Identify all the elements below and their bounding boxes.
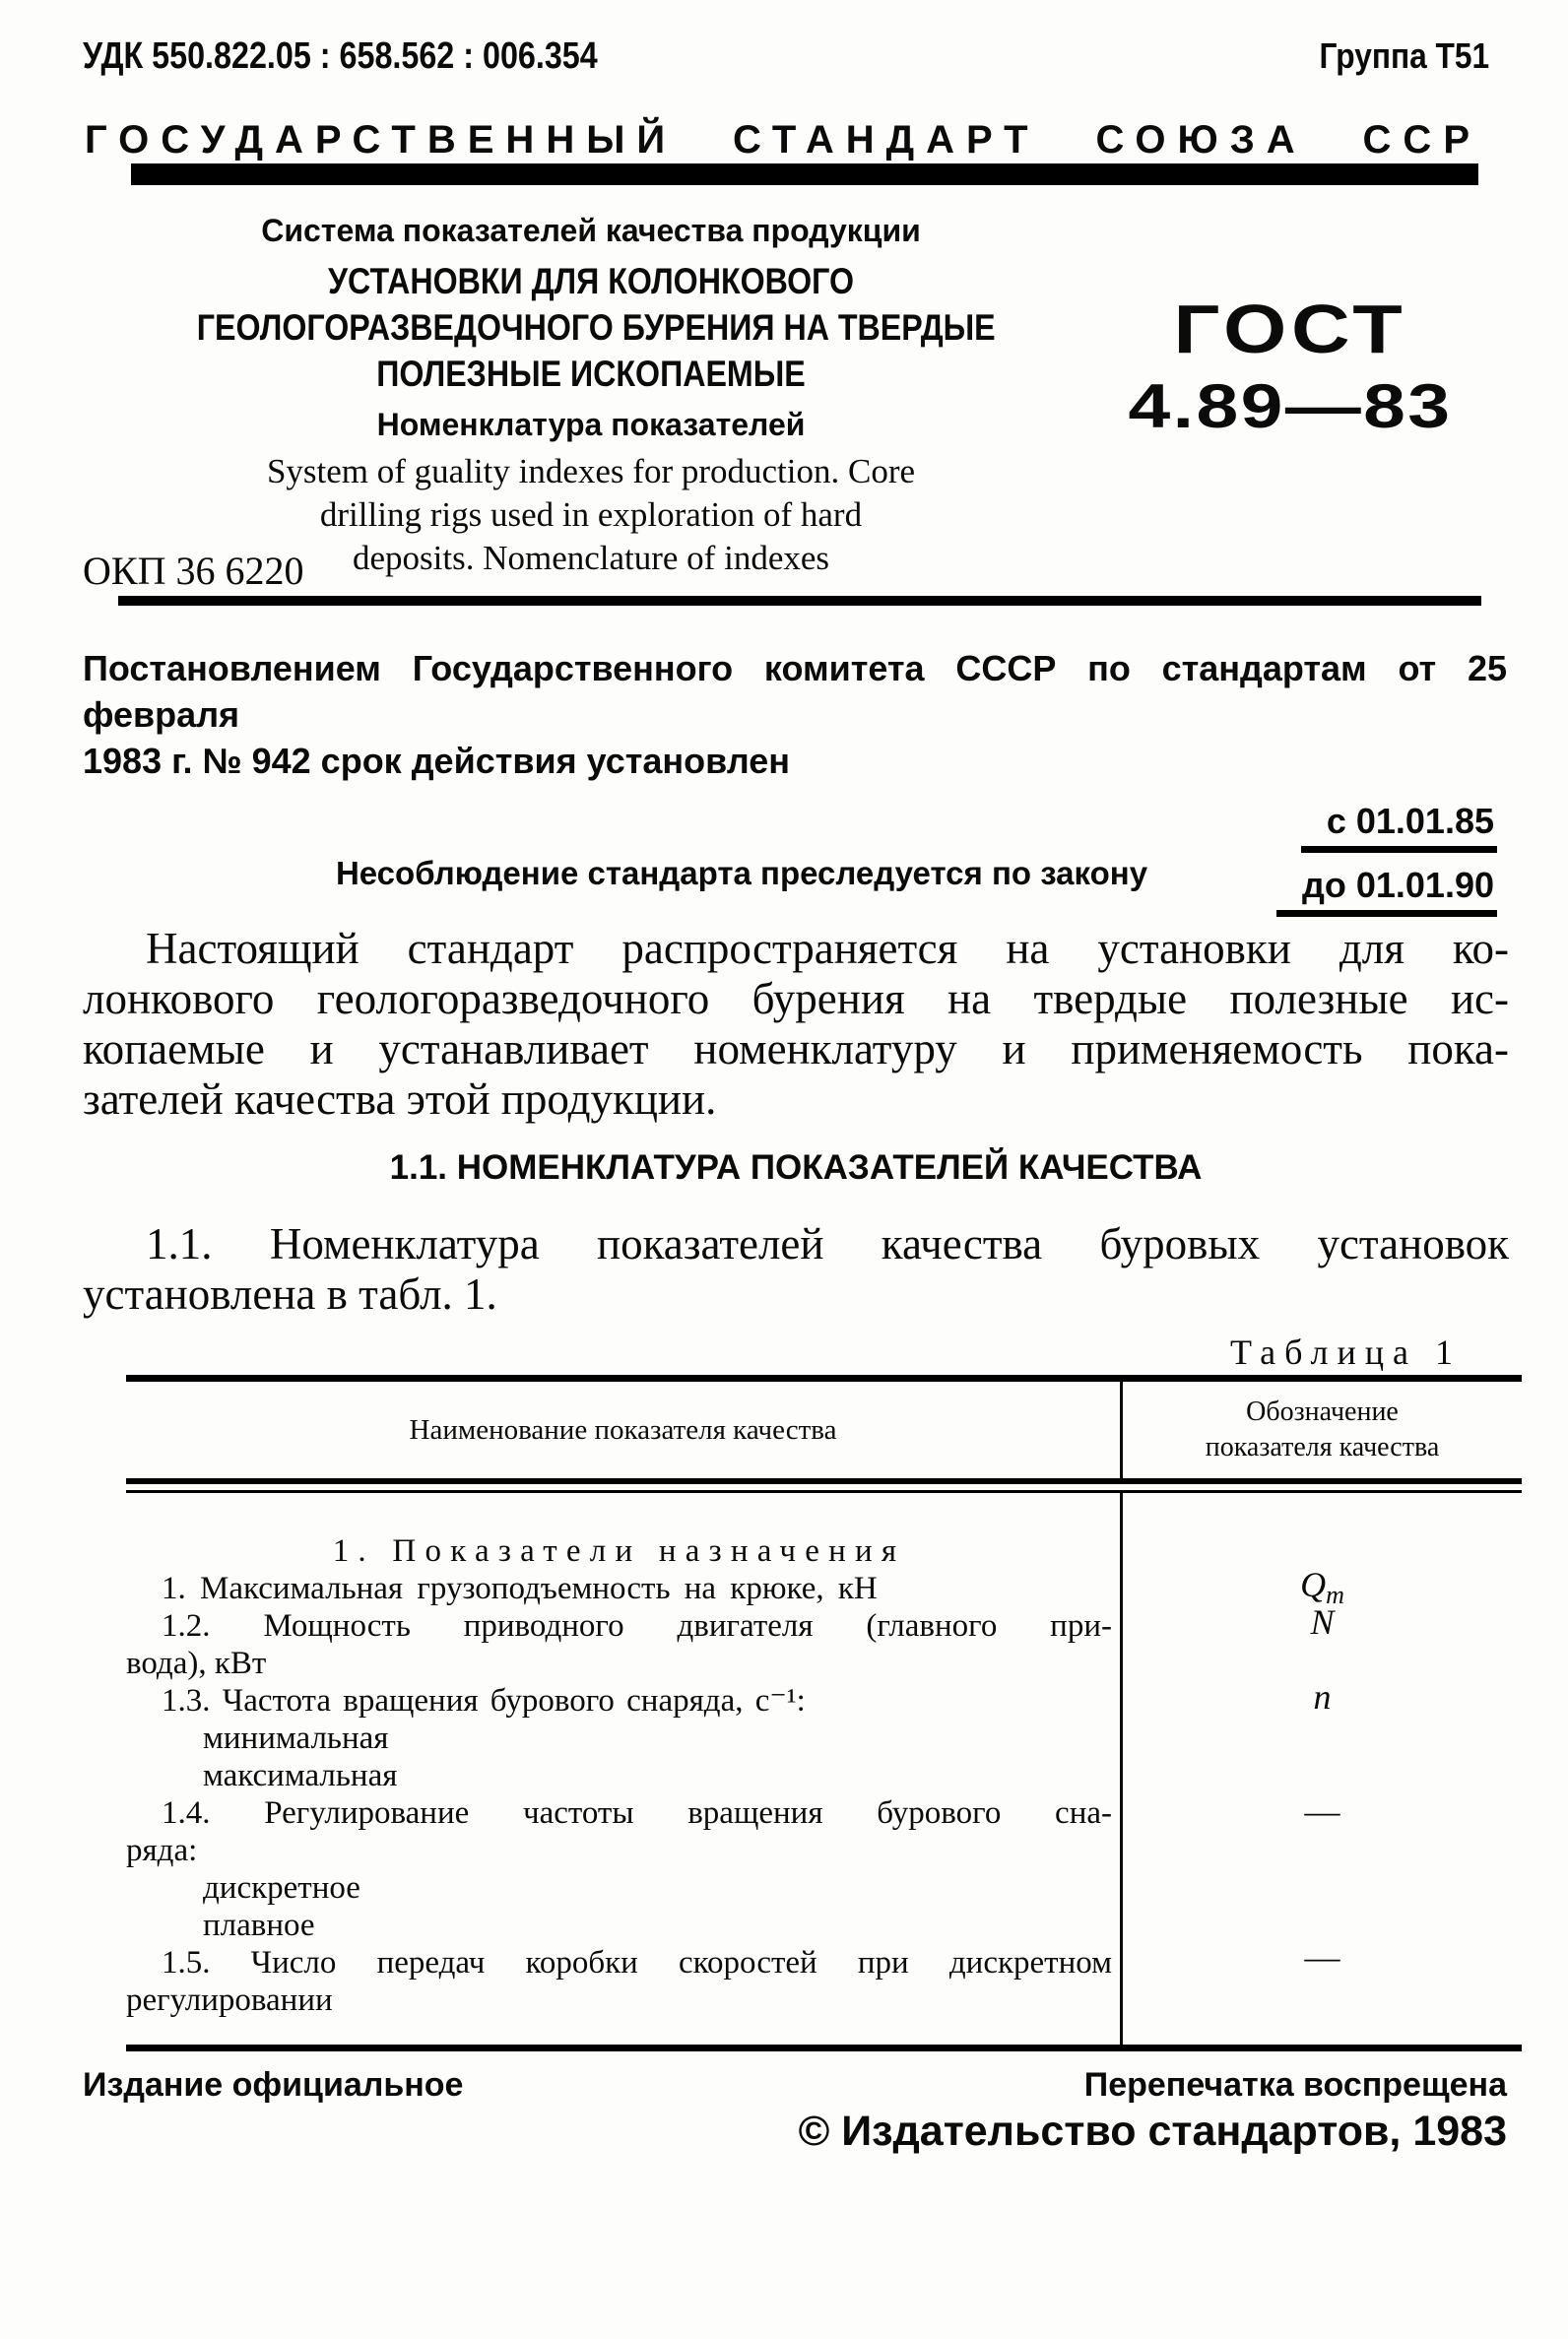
column-header-designation-line: показателя качества (1205, 1432, 1440, 1462)
english-title-line: System of guality indexes for production. Core (266, 452, 916, 490)
table-row: 1.2. Мощность приводного двигателя (главного при- (162, 1608, 1112, 1644)
group-code: Группа Т51 (1319, 35, 1489, 76)
official-edition-label: Издание официальное (83, 2066, 464, 2104)
symbol-n-freq: n (1313, 1677, 1332, 1717)
table-group-heading: 1. Показатели назначения (332, 1533, 906, 1569)
table-row-cont: ряда: (126, 1833, 198, 1868)
state-standard-word: ГОСУДАРСТВЕННЫЙ (85, 118, 678, 162)
decree-line: 1983 г. № 942 срок действия установлен (83, 741, 790, 781)
table-bottom-rule (126, 2045, 1522, 2051)
document-title-line: УСТАНОВКИ ДЛЯ КОЛОНКОВОГО (327, 261, 854, 301)
title-block (138, 211, 1044, 580)
quality-indexes-table (126, 1375, 1522, 2051)
system-line: Система показателей качества продукции (261, 213, 921, 248)
english-title-line: drilling rigs used in exploration of hard (319, 495, 863, 534)
column-header-name: Наименование показателя качества (126, 1382, 1123, 1478)
symbol-dash: — (1304, 1937, 1340, 1977)
okp-code: ОКП 36 6220 (83, 549, 304, 593)
table-subrow: максимальная (203, 1758, 398, 1793)
gost-name: ГОСТ (1173, 291, 1407, 367)
date-from-wrap (83, 798, 1497, 853)
symbol-n-power: N (1310, 1602, 1335, 1642)
state-standard-heading (85, 118, 1481, 162)
intro-line: копаемые и устанавливает номенклатуру и применяемость пока- (83, 1024, 1509, 1073)
table-header-row (126, 1382, 1522, 1478)
copyright-line: © Издательство стандартов, 1983 (798, 2108, 1507, 2155)
table-row: 1.4. Регулирование частоты вращения бурового сна- (162, 1795, 1112, 1831)
section-1-heading: 1.1. НОМЕНКЛАТУРА ПОКАЗАТЕЛЕЙ КАЧЕСТВА (389, 1148, 1203, 1187)
table-row: 1.3. Частота вращения бурового снаряда, с⁻¹: (162, 1683, 806, 1719)
heading-divider-bar (131, 163, 1478, 185)
gost-designation (1103, 293, 1477, 439)
intro-paragraph (83, 924, 1509, 1125)
table-row-cont: регулировании (126, 1982, 333, 2018)
intro-line: Настоящий стандарт распространяется на установки для ко- (146, 924, 1509, 973)
document-title-line: ПОЛЕЗНЫЕ ИСКОПАЕМЫЕ (376, 354, 806, 394)
table-top-rule (126, 1375, 1522, 1382)
clause-line: 1.1. Номенклатура показателей качества буровых установок (146, 1219, 1509, 1268)
table-row: 1. Максимальная грузоподъемность на крюке, кН (162, 1571, 878, 1606)
column-header-designation (1123, 1382, 1522, 1478)
table-subrow: плавное (203, 1908, 315, 1943)
law-notice: Несоблюдение стандарта преследуется по закону (335, 855, 1148, 891)
gost-number: 4.89—83 (1128, 372, 1453, 441)
state-standard-word: ССР (1362, 118, 1481, 162)
intro-line: лонкового геологоразведочного бурения на твердые полезные ис- (83, 974, 1509, 1023)
table-caption: Таблица 1 (1230, 1332, 1462, 1372)
table-row: 1.5. Число передач коробки скоростей при дискретном (162, 1945, 1112, 1981)
clause-line: установлена в табл. 1. (83, 1269, 497, 1319)
decree-line: Постановлением Государственного комитета СССР по стандартам от 25 февраля (83, 648, 1507, 735)
table-body (126, 1493, 1522, 2045)
column-header-designation-line: Обозначение (1246, 1397, 1399, 1427)
reprint-forbidden-label: Перепечатка воспрещена (1083, 2066, 1507, 2104)
document-title-line: ГЕОЛОГОРАЗВЕДОЧНОГО БУРЕНИЯ НА ТВЕРДЫЕ (196, 307, 996, 348)
udk-code: УДК 550.822.05 : 658.562 : 006.354 (83, 35, 598, 77)
document-subtitle: Номенклатура показателей (376, 407, 806, 442)
state-standard-word: СОЮЗА (1095, 118, 1307, 162)
table-subrow: дискретное (203, 1870, 360, 1906)
clause-1-1 (83, 1219, 1509, 1320)
table-header-double-rule (126, 1478, 1522, 1493)
valid-to-date: до 01.01.90 (1276, 866, 1497, 917)
table-row-cont: вода), кВт (126, 1646, 267, 1681)
symbol-qm: $Q_m$ (1300, 1565, 1344, 1609)
valid-from-date: с 01.01.85 (1301, 802, 1497, 853)
table-body-name-column (126, 1493, 1123, 2045)
section-divider-bar (118, 596, 1481, 606)
english-title-line: deposits. Nomenclature of indexes (352, 539, 830, 577)
intro-line: зателей качества этой продукции. (83, 1074, 717, 1124)
table-body-designation-column (1123, 1493, 1522, 2045)
symbol-dash: — (1304, 1791, 1340, 1831)
top-classification-row (83, 35, 1489, 78)
table-subrow: минимальная (203, 1721, 389, 1756)
state-standard-word: СТАНДАРТ (733, 118, 1040, 162)
footer-row (83, 2066, 1507, 2105)
